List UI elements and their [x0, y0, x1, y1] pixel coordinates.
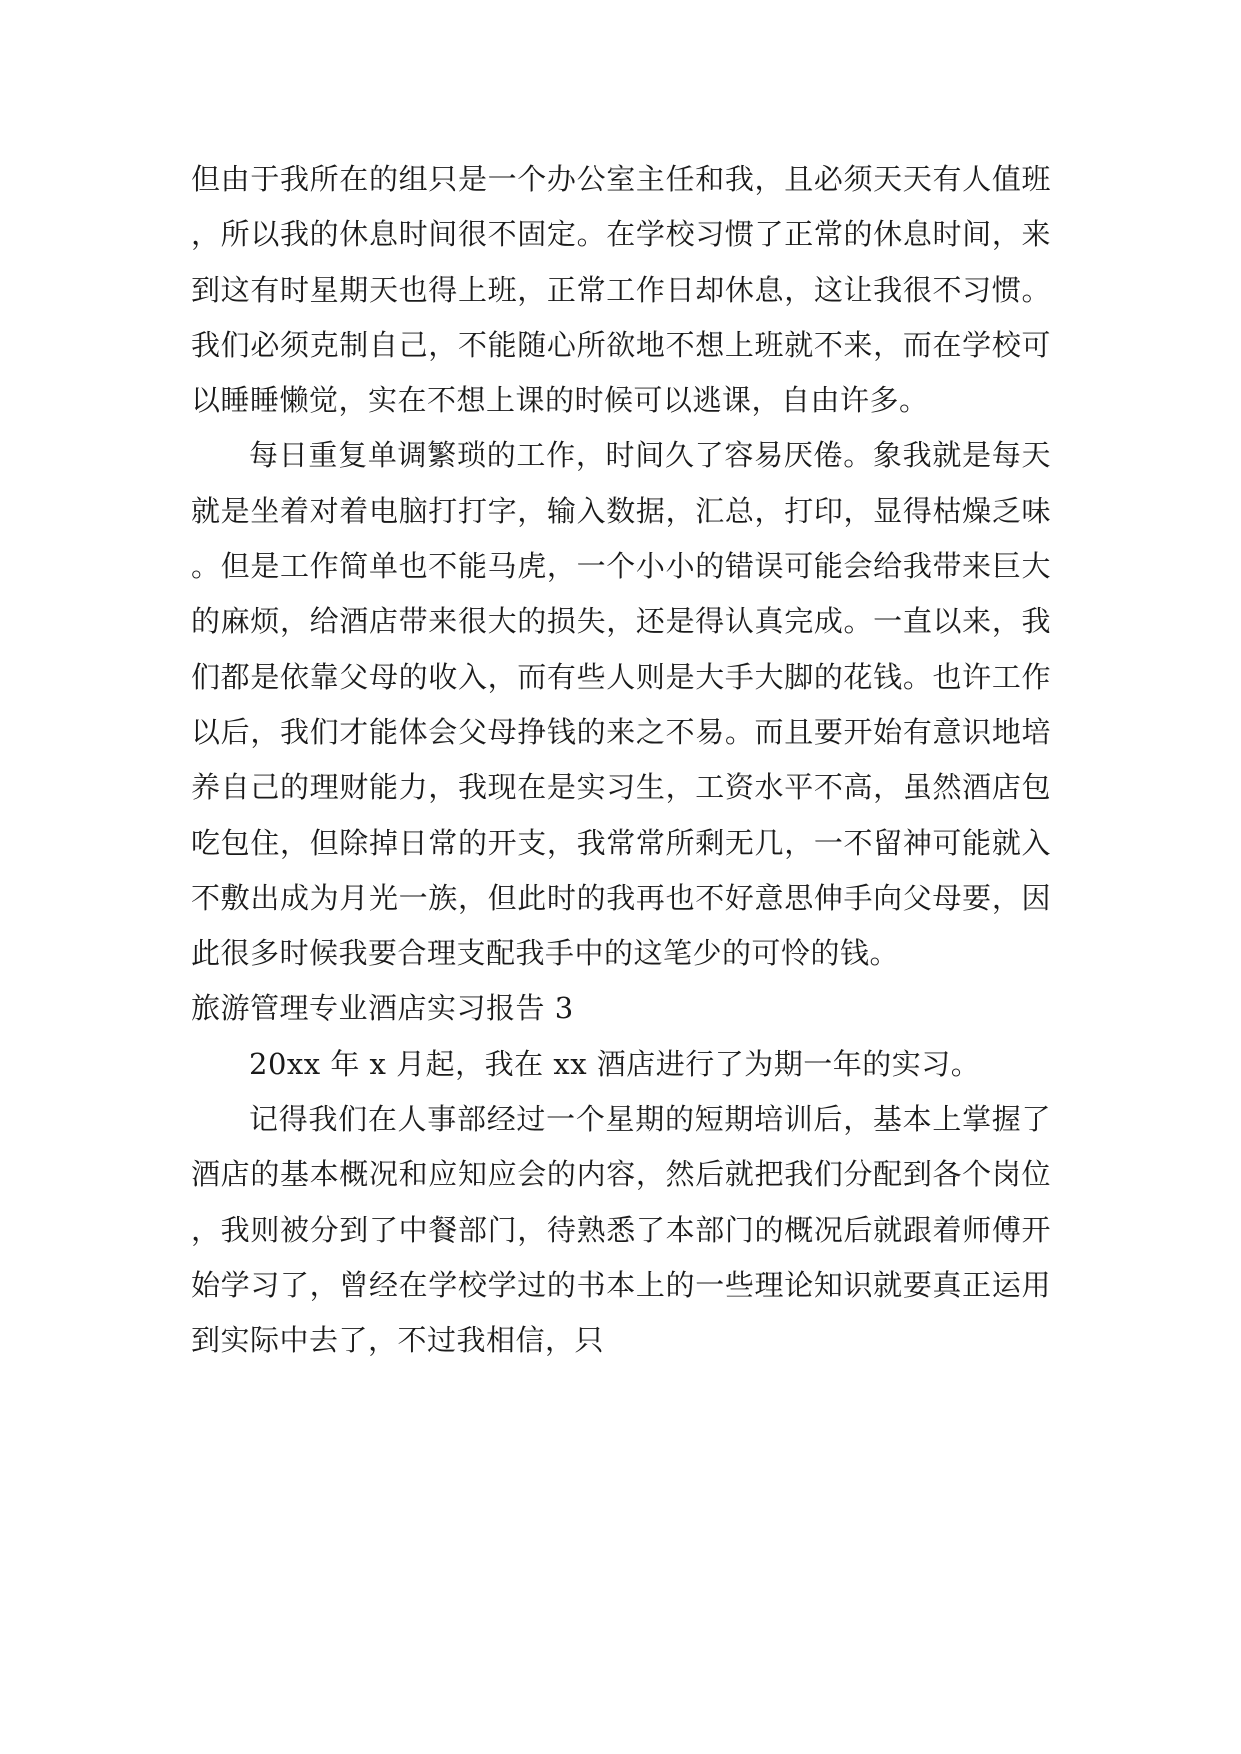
paragraph-daily-work: 每日重复单调繁琐的工作，时间久了容易厌倦。象我就是每天就是坐着对着电脑打打字，输入数据，汇总，打印，显得枯燥乏味。但是工作简单也不能马虎，一个小小的错误可能会给我带来巨大的麻烦，给酒店带来很大的损失，还是得认真完成。一直以来，我们都是依靠父母的收入，而有些人则是大手大脚的花钱。也许工作以后，我们才能体会父母挣钱的来之不易。而且要开始有意识地培养自己的理财能力，我现在是实习生，工资水平不高，虽然酒店包吃包住，但除掉日常的开支，我常常所剩无几，一不留神可能就入不敷出成为月光一族，但此时的我再也不好意思伸手向父母要，因此很多时候我要合理支配我手中的这笔少的可怜的钱。	[191, 438, 1051, 971]
document-body	[191, 152, 1051, 1369]
paragraph-training: 记得我们在人事部经过一个星期的短期培训后，基本上掌握了酒店的基本概况和应知应会的内容，然后就把我们分配到各个岗位，我则被分到了中餐部门，待熟悉了本部门的概况后就跟着师傅开始学习了，曾经在学校学过的书本上的一些理论知识就要真正运用到实际中去了，不过我相信，只	[191, 1102, 1051, 1358]
section-title: 旅游管理专业酒店实习报告 3	[191, 991, 574, 1026]
paragraph-continued: 但由于我所在的组只是一个办公室主任和我，且必须天天有人值班，所以我的休息时间很不固定。在学校习惯了正常的休息时间，来到这有时星期天也得上班，正常工作日却休息，这让我很不习惯。我们必须克制自己，不能随心所欲地不想上班就不来，而在学校可以睡睡懒觉，实在不想上课的时候可以逃课，自由许多。	[191, 162, 1051, 418]
paragraph-intro: 20xx 年 x 月起，我在 xx 酒店进行了为期一年的实习。	[249, 1046, 981, 1081]
